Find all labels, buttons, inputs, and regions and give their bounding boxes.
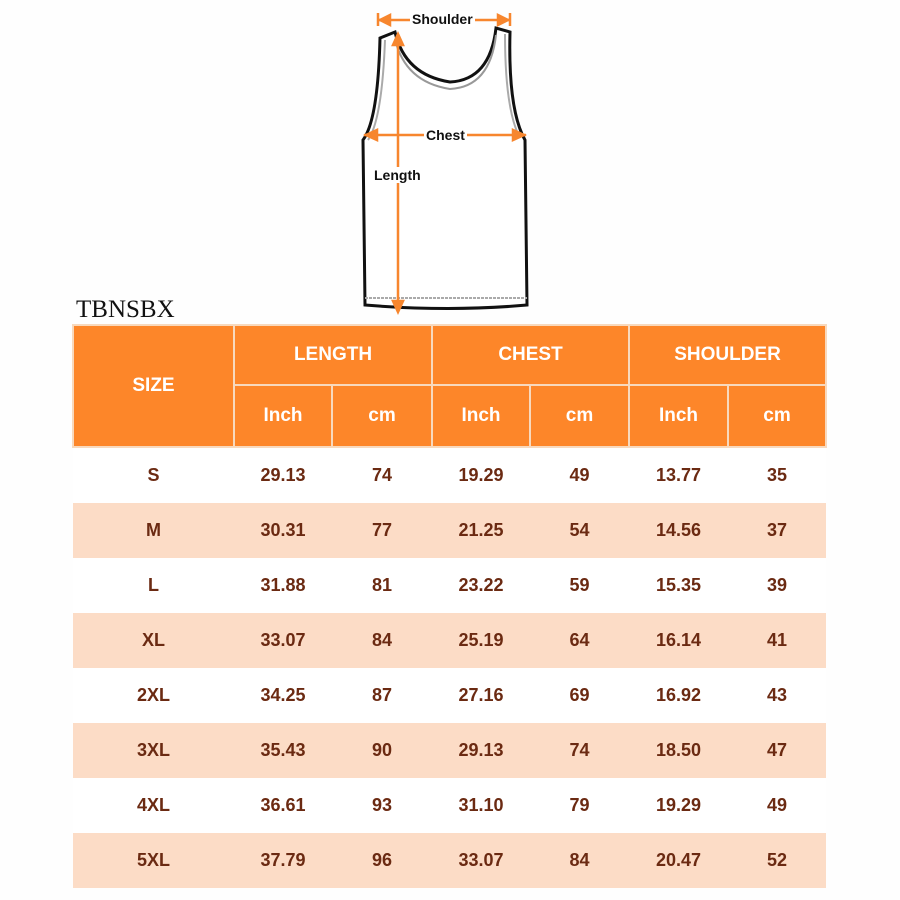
measurement-cell: 77 (332, 503, 432, 558)
unit-header: Inch (629, 385, 728, 447)
measurement-cell: 33.07 (432, 833, 530, 888)
unit-header: cm (332, 385, 432, 447)
measurement-cell: 64 (530, 613, 629, 668)
size-cell: 2XL (73, 668, 234, 723)
measurement-cell: 39 (728, 558, 826, 613)
shoulder-header: SHOULDER (629, 325, 826, 385)
measurement-cell: 21.25 (432, 503, 530, 558)
measurement-cell: 29.13 (234, 447, 332, 503)
brand-name: TBNSBX (76, 296, 175, 323)
size-header: SIZE (73, 325, 234, 447)
measurement-cell: 47 (728, 723, 826, 778)
measurement-cell: 15.35 (629, 558, 728, 613)
table-row (73, 558, 826, 613)
measurement-cell: 14.56 (629, 503, 728, 558)
measurement-cell: 19.29 (432, 447, 530, 503)
measurement-cell: 25.19 (432, 613, 530, 668)
measurement-cell: 52 (728, 833, 826, 888)
measurement-cell: 84 (332, 613, 432, 668)
table-row (73, 723, 826, 778)
measurement-cell: 49 (728, 778, 826, 833)
length-header: LENGTH (234, 325, 432, 385)
size-cell: 3XL (73, 723, 234, 778)
measurement-cell: 96 (332, 833, 432, 888)
measurement-cell: 74 (530, 723, 629, 778)
measurement-cell: 31.88 (234, 558, 332, 613)
size-chart-table (72, 324, 827, 888)
size-cell: 5XL (73, 833, 234, 888)
size-cell: M (73, 503, 234, 558)
chest-label: Chest (426, 127, 465, 143)
unit-header: Inch (234, 385, 332, 447)
measurement-cell: 90 (332, 723, 432, 778)
measurement-cell: 79 (530, 778, 629, 833)
measurement-cell: 36.61 (234, 778, 332, 833)
size-cell: XL (73, 613, 234, 668)
measurement-cell: 41 (728, 613, 826, 668)
unit-header: cm (530, 385, 629, 447)
measurement-cell: 35 (728, 447, 826, 503)
measurement-cell: 81 (332, 558, 432, 613)
measurement-cell: 43 (728, 668, 826, 723)
measurement-cell: 31.10 (432, 778, 530, 833)
unit-header: cm (728, 385, 826, 447)
shoulder-label: Shoulder (412, 11, 473, 27)
tank-top-icon (350, 0, 550, 320)
measurement-cell: 30.31 (234, 503, 332, 558)
measurement-cell: 37 (728, 503, 826, 558)
measurement-cell: 35.43 (234, 723, 332, 778)
measurement-cell: 59 (530, 558, 629, 613)
table-row (73, 613, 826, 668)
measurement-cell: 37.79 (234, 833, 332, 888)
measurement-cell: 13.77 (629, 447, 728, 503)
measurement-cell: 69 (530, 668, 629, 723)
size-cell: S (73, 447, 234, 503)
measurement-cell: 27.16 (432, 668, 530, 723)
table-row (73, 833, 826, 888)
unit-header: Inch (432, 385, 530, 447)
table-row (73, 668, 826, 723)
measurement-cell: 19.29 (629, 778, 728, 833)
length-label: Length (374, 167, 421, 183)
table-row (73, 447, 826, 503)
chest-header: CHEST (432, 325, 629, 385)
measurement-cell: 93 (332, 778, 432, 833)
measurement-cell: 49 (530, 447, 629, 503)
measurement-cell: 34.25 (234, 668, 332, 723)
size-cell: 4XL (73, 778, 234, 833)
measurement-cell: 33.07 (234, 613, 332, 668)
table-row (73, 778, 826, 833)
measurement-cell: 87 (332, 668, 432, 723)
measurement-cell: 16.14 (629, 613, 728, 668)
measurement-cell: 74 (332, 447, 432, 503)
measurement-cell: 20.47 (629, 833, 728, 888)
measurement-cell: 54 (530, 503, 629, 558)
tank-top-diagram (350, 0, 550, 320)
measurement-cell: 16.92 (629, 668, 728, 723)
table-row (73, 503, 826, 558)
measurement-cell: 18.50 (629, 723, 728, 778)
measurement-cell: 84 (530, 833, 629, 888)
size-cell: L (73, 558, 234, 613)
measurement-cell: 23.22 (432, 558, 530, 613)
measurement-cell: 29.13 (432, 723, 530, 778)
